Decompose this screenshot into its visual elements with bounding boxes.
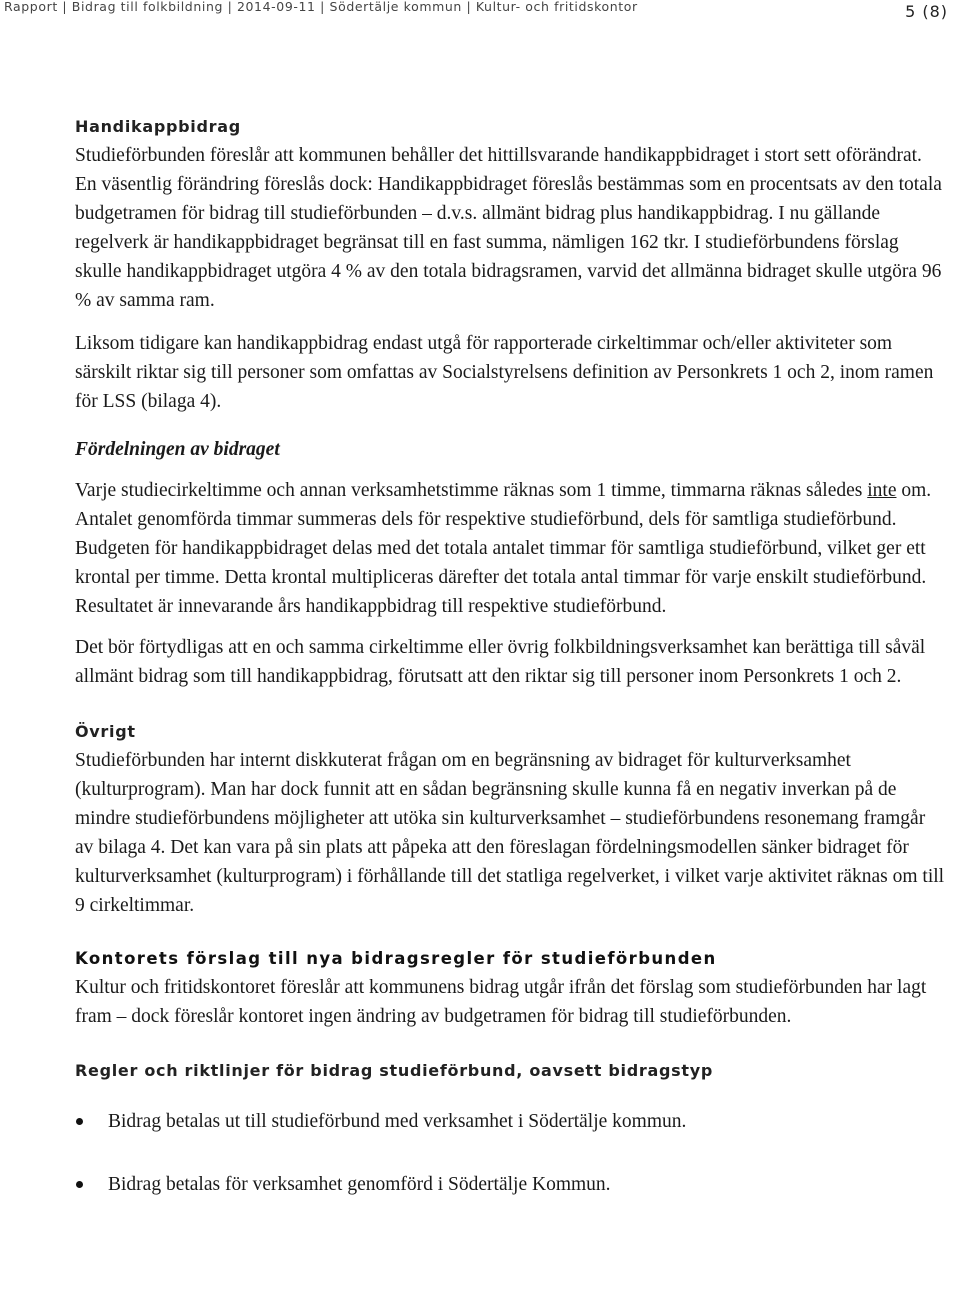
section-title-handikappbidrag: Handikappbidrag xyxy=(75,117,241,136)
fordelning-paragraph-2: Det bör förtydligas att en och samma cirkeltimme eller övrig folkbildningsverksamhet kan berättiga till såväl allmänt bidrag som till handikappbidrag, förutsatt att den riktar sig till personer inom Personkrets 1 och 2. xyxy=(75,637,926,687)
section-regler xyxy=(75,1056,945,1199)
bullet-icon xyxy=(76,1181,83,1188)
kontoret-paragraph-1: Kultur och fritidskontoret föreslår att kommunens bidrag utgår ifrån det förslag som studieförbunden har lagt fram – dock föreslår kontoret ingen ändring av budgetramen för bidrag till studieförbunden. xyxy=(75,977,927,1027)
section-handikappbidrag xyxy=(75,112,945,416)
page-number: 5 (8) xyxy=(905,2,948,21)
list-item-text: Bidrag betalas för verksamhet genomförd i Södertälje Kommun. xyxy=(108,1174,611,1195)
section-title-fordelning: Fördelningen av bidraget xyxy=(75,439,280,460)
document-body xyxy=(75,112,945,1199)
handikapp-paragraph-2: Liksom tidigare kan handikappbidrag endast utgå för rapporterade cirkeltimmar och/eller aktiviteter som särskilt riktar sig till personer som omfattas av Socialstyrelsens definition av Personkrets 1 och 2, inom ramen för LSS (bilaga 4). xyxy=(75,333,934,412)
regler-bullet-list xyxy=(75,1107,945,1199)
underlined-word: inte xyxy=(867,480,897,501)
fordelning-paragraph-1 xyxy=(75,476,945,621)
section-fordelning xyxy=(75,435,945,691)
ovrigt-paragraph-1: Studieförbunden har internt diskkuterat frågan om en begränsning av bidraget för kulturverksamhet (kulturprogram). Man har dock funnit att en sådan begränsning skulle kunna få en negativ inverkan på de mindre studieförbundens möjligheter att utöka sin kulturverksamhet – studieförbundens resonemang framgår av bilaga 4. Det kan vara på sin plats att påpeka att den föreslagan fördelningsmodellen sänker bidraget för kulturverksamhet (kulturprogram) i förhållande till det statliga regelverket, i vilket varje aktivitet räknas om till 9 cirkeltimmar. xyxy=(75,750,945,916)
section-title-regler: Regler och riktlinjer för bidrag studieförbund, oavsett bidragstyp xyxy=(75,1061,713,1080)
fordelning-text-b: om. Antalet genomförda timmar summeras dels för respektive studieförbund, dels för samtliga studieförbund. Budgeten för handikappbidraget delas med det totala antalet timmar för samtliga studieförbund, vilket ger ett krontal per timme. Detta krontal multipliceras därefter det totala antal timmar för varje enskilt studieförbund. Resultatet är innevarande års handikappbidrag till respektive studieförbund. xyxy=(75,480,932,617)
section-kontorets-forslag xyxy=(75,944,945,1031)
handikapp-paragraph-1: Studieförbunden föreslår att kommunen behåller det hittillsvarande handikappbidraget i stort sett oförändrat. En väsentlig förändring föreslås dock: Handikappbidraget föreslås bestämmas som en procentsats av den totala budgetramen för bidrag till studieförbunden – d.v.s. allmänt bidrag plus handikappbidrag. I nu gällande regelverk är handikappbidraget begränsat till en fast summa, nämligen 162 tkr. I studieförbundens förslag skulle handikappbidraget utgöra 4 % av den totala bidragsramen, varvid det allmänna bidraget skulle utgöra 96 % av samma ram. xyxy=(75,145,942,311)
section-title-ovrigt: Övrigt xyxy=(75,722,136,741)
page-header xyxy=(0,0,960,30)
bullet-icon xyxy=(76,1118,83,1125)
fordelning-text-a: Varje studiecirkeltimme och annan verksamhetstimme räknas som 1 timme, timmarna räknas således xyxy=(75,480,868,501)
list-item xyxy=(75,1170,945,1199)
list-item xyxy=(75,1107,945,1136)
section-ovrigt xyxy=(75,717,945,920)
running-head: Rapport | Bidrag till folkbildning | 2014-09-11 | Södertälje kommun | Kultur- och fritidskontor xyxy=(4,0,638,14)
section-title-kontorets-forslag: Kontorets förslag till nya bidragsregler för studieförbunden xyxy=(75,949,717,968)
list-item-text: Bidrag betalas ut till studieförbund med verksamhet i Södertälje kommun. xyxy=(108,1111,687,1132)
